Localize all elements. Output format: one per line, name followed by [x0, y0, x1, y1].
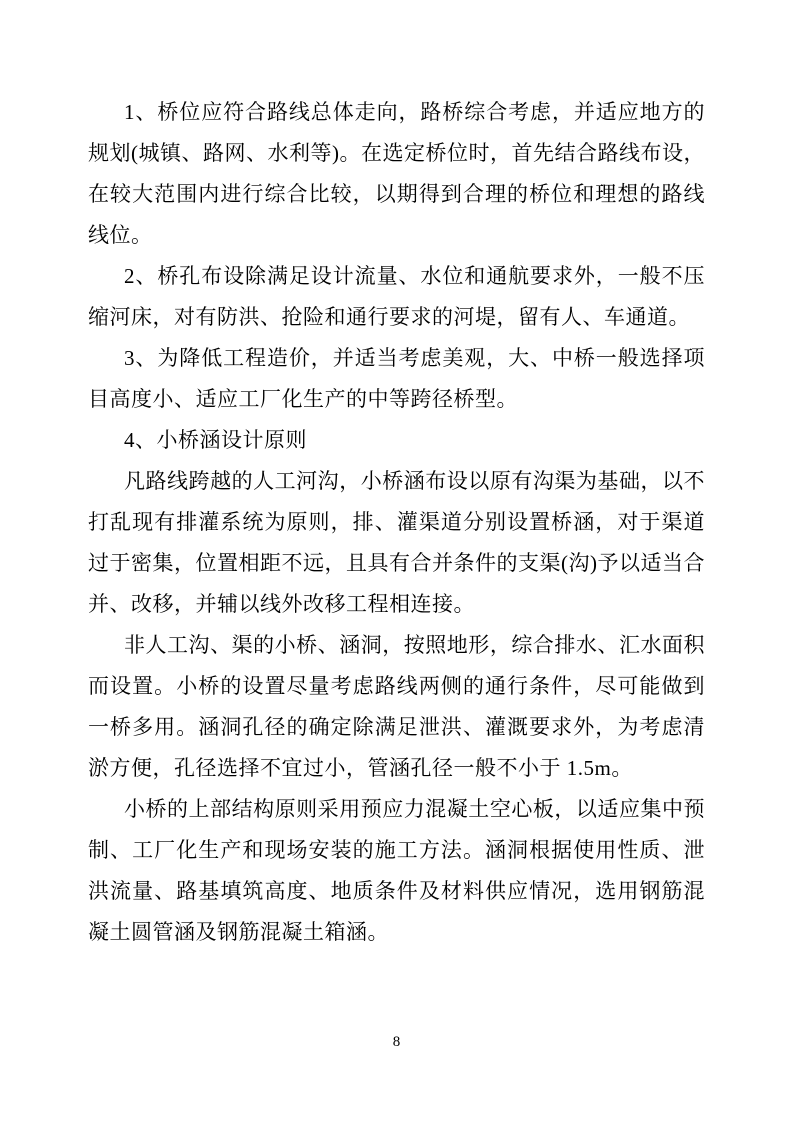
- page-number: 8: [392, 1034, 401, 1050]
- paragraph-superstructure: 小桥的上部结构原则采用预应力混凝土空心板，以适应集中预制、工厂化生产和现场安装的施工方法。涵洞根据使用性质、泄洪流量、路基填筑高度、地质条件及材料供应情况，选用钢筋混凝土圆管涵及钢筋混凝土箱涵。: [88, 797, 705, 944]
- paragraph-bridge-position: 1、桥位应符合路线总体走向，路桥综合考虑，并适应地方的规划(城镇、路网、水利等)。在选定桥位时，首先结合路线布设，在较大范围内进行综合比较，以期得到合理的桥位和理想的路线线位。: [88, 100, 705, 247]
- paragraph-natural-channels: 非人工沟、渠的小桥、涵洞，按照地形，综合排水、汇水面积而设置。小桥的设置尽量考虑路线两侧的通行条件，尽可能做到一桥多用。涵洞孔径的确定除满足泄洪、灌溉要求外，为考虑清淤方便，孔径选择不宜过小，管涵孔径一般不小于 1.5m。: [88, 633, 705, 780]
- paragraph-artificial-channels: 凡路线跨越的人工河沟，小桥涵布设以原有沟渠为基础，以不打乱现有排灌系统为原则，排、灌渠道分别设置桥涵，对于渠道过于密集，位置相距不远，且具有合并条件的支渠(沟)予以适当合并、改移，并辅以线外改移工程相连接。: [88, 469, 705, 616]
- paragraph-cost-reduction: 3、为降低工程造价，并适当考虑美观，大、中桥一般选择项目高度小、适应工厂化生产的中等跨径桥型。: [88, 346, 705, 411]
- page-footer: [0, 1032, 793, 1052]
- paragraph-small-bridge-heading: 4、小桥涵设计原则: [124, 428, 307, 452]
- paragraph-bridge-span-layout: 2、桥孔布设除满足设计流量、水位和通航要求外，一般不压缩河床，对有防洪、抢险和通行要求的河堤，留有人、车通道。: [88, 264, 705, 329]
- document-body: [88, 92, 705, 953]
